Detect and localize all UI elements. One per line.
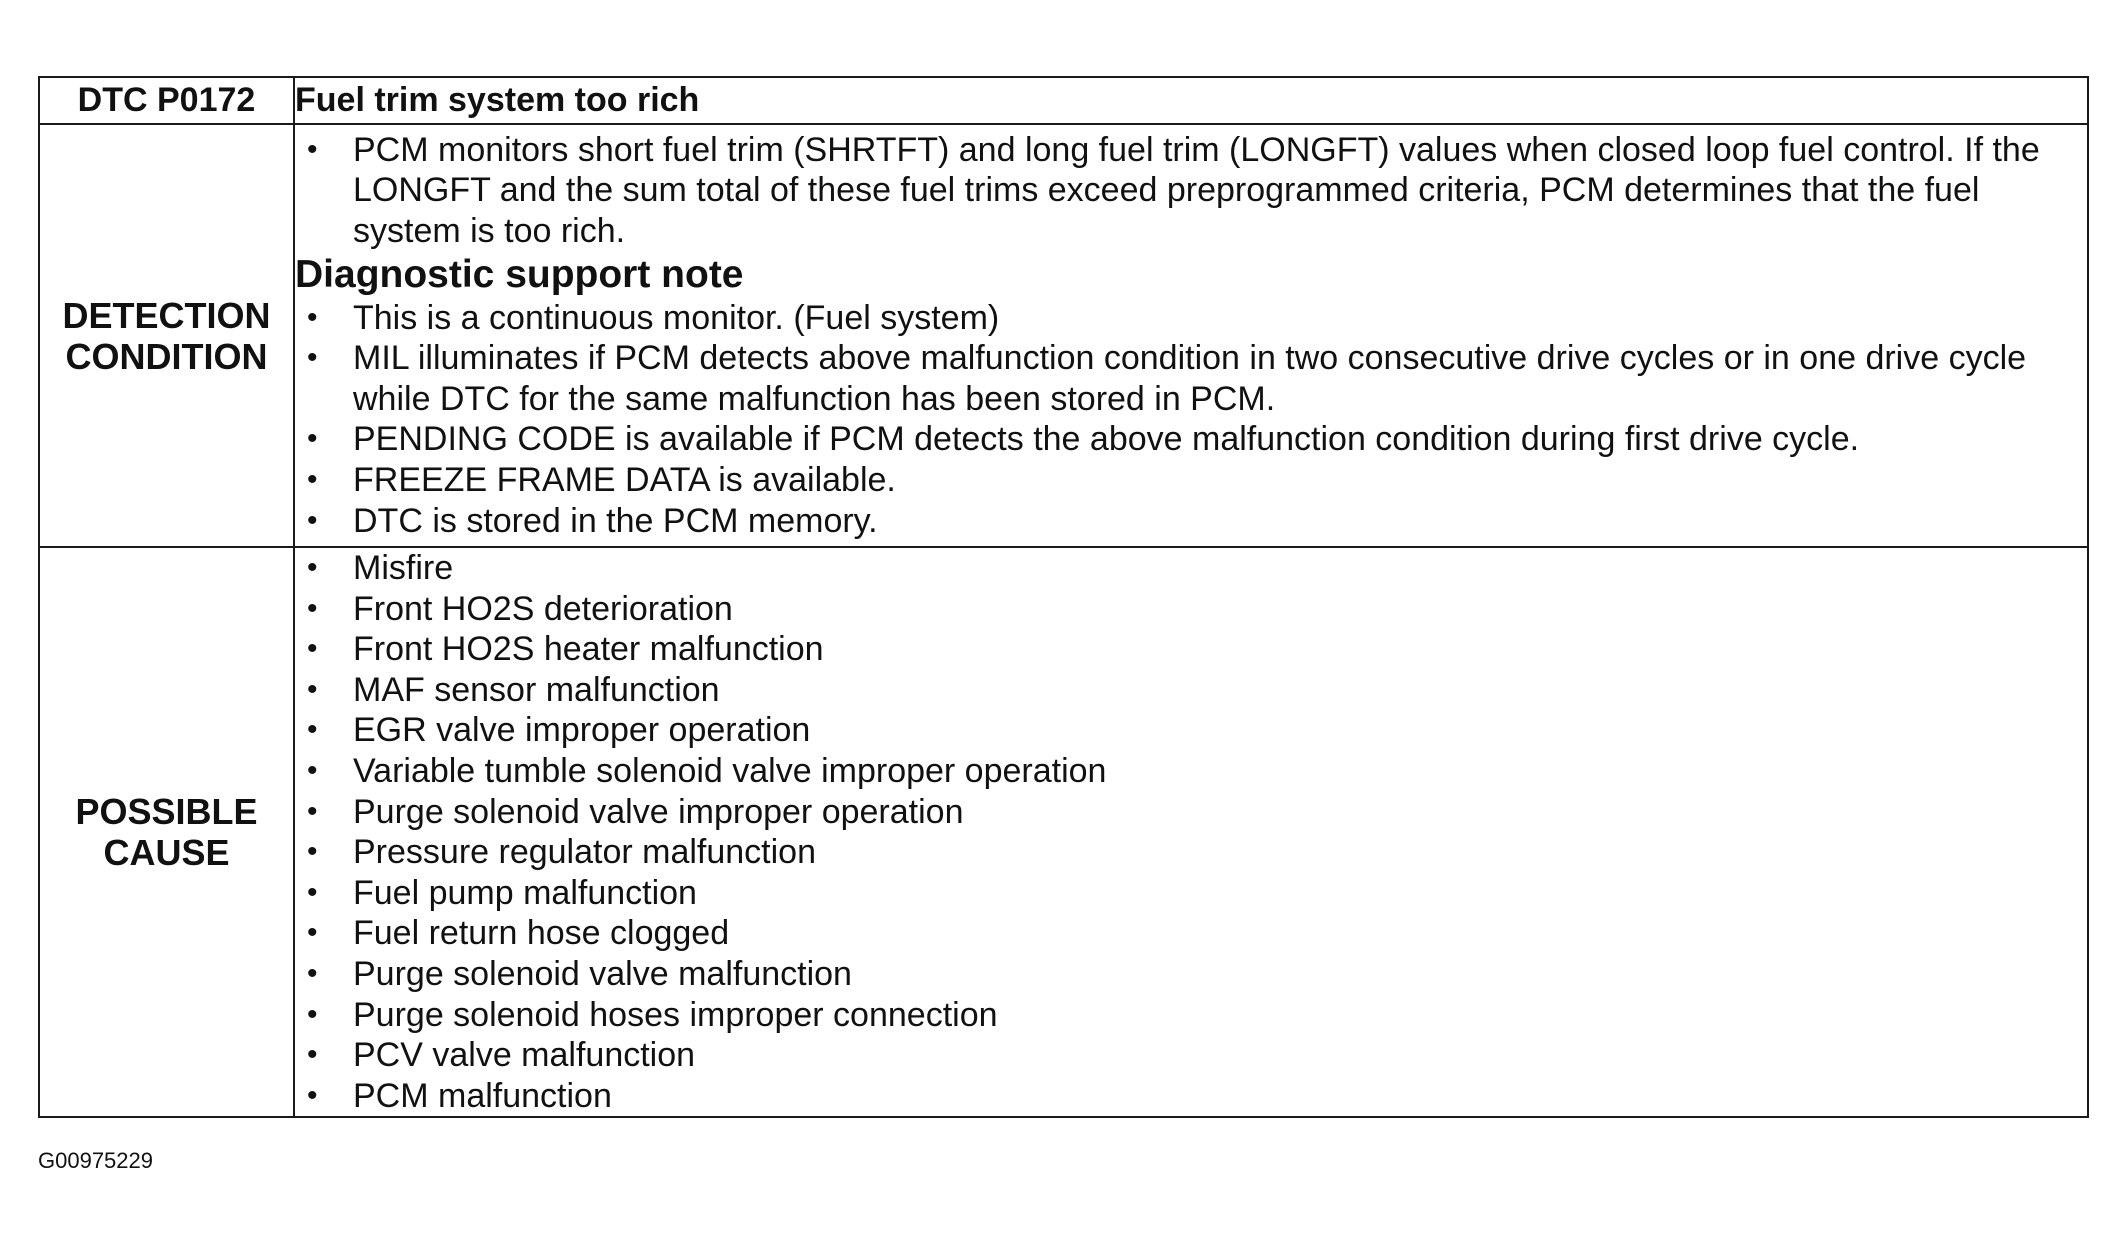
list-item: • PENDING CODE is available if PCM detects the above malfunction condition during first drive cycle. (295, 419, 2087, 460)
list-item: • DTC is stored in the PCM memory. (295, 501, 2087, 542)
list-item: • MAF sensor malfunction (295, 670, 2087, 711)
list-item: • MIL illuminates if PCM detects above malfunction condition in two consecutive drive cycles or in one drive cycle while DTC for the same malfunction has been stored in PCM. (295, 338, 2087, 419)
list-item: • Purge solenoid hoses improper connection (295, 995, 2087, 1036)
cause-label-line1: POSSIBLE (75, 791, 258, 833)
list-item: • PCM monitors short fuel trim (SHRTFT) and long fuel trim (LONGFT) values when closed loop fuel control. If the LONGFT and the sum total of these fuel trims exceed preprogrammed criteria, PCM determines that the fuel system is too rich. (295, 130, 2087, 252)
possible-cause-list (295, 548, 2087, 1116)
dtc-title-cell (294, 77, 2088, 124)
detection-condition-label (39, 124, 294, 547)
list-item: • Pressure regulator malfunction (295, 832, 2087, 873)
list-item: • Misfire (295, 548, 2087, 589)
list-item: • FREEZE FRAME DATA is available. (295, 460, 2087, 501)
cause-label-line2: CAUSE (103, 832, 230, 874)
list-item: • Fuel return hose clogged (295, 913, 2087, 954)
list-item: • Fuel pump malfunction (295, 873, 2087, 914)
detection-label-line2: CONDITION (65, 335, 268, 377)
list-item: • EGR valve improper operation (295, 710, 2087, 751)
detection-condition-row (39, 124, 2088, 547)
dtc-code: DTC P0172 (77, 81, 256, 119)
dtc-code-cell (39, 77, 294, 124)
header-row (39, 77, 2088, 124)
possible-cause-content (294, 547, 2088, 1117)
list-item: • PCV valve malfunction (295, 1035, 2087, 1076)
possible-cause-label (39, 547, 294, 1117)
detection-label-line1: DETECTION (62, 294, 271, 336)
figure-id: G00975229 (38, 1148, 153, 1173)
list-item: • Purge solenoid valve improper operation (295, 792, 2087, 833)
list-item: • Purge solenoid valve malfunction (295, 954, 2087, 995)
list-item: • This is a continuous monitor. (Fuel system) (295, 298, 2087, 339)
detection-list (295, 130, 2087, 252)
list-item: • Front HO2S deterioration (295, 589, 2087, 630)
possible-cause-row (39, 547, 2088, 1117)
diagnostic-note-list (295, 298, 2087, 542)
list-item: • Variable tumble solenoid valve improper operation (295, 751, 2087, 792)
detection-condition-content (294, 124, 2088, 547)
dtc-title: Fuel trim system too rich (295, 81, 700, 119)
diagnostic-note-heading: Diagnostic support note (295, 252, 744, 296)
dtc-table (38, 76, 2089, 1118)
list-item: • Front HO2S heater malfunction (295, 629, 2087, 670)
list-item: • PCM malfunction (295, 1076, 2087, 1117)
